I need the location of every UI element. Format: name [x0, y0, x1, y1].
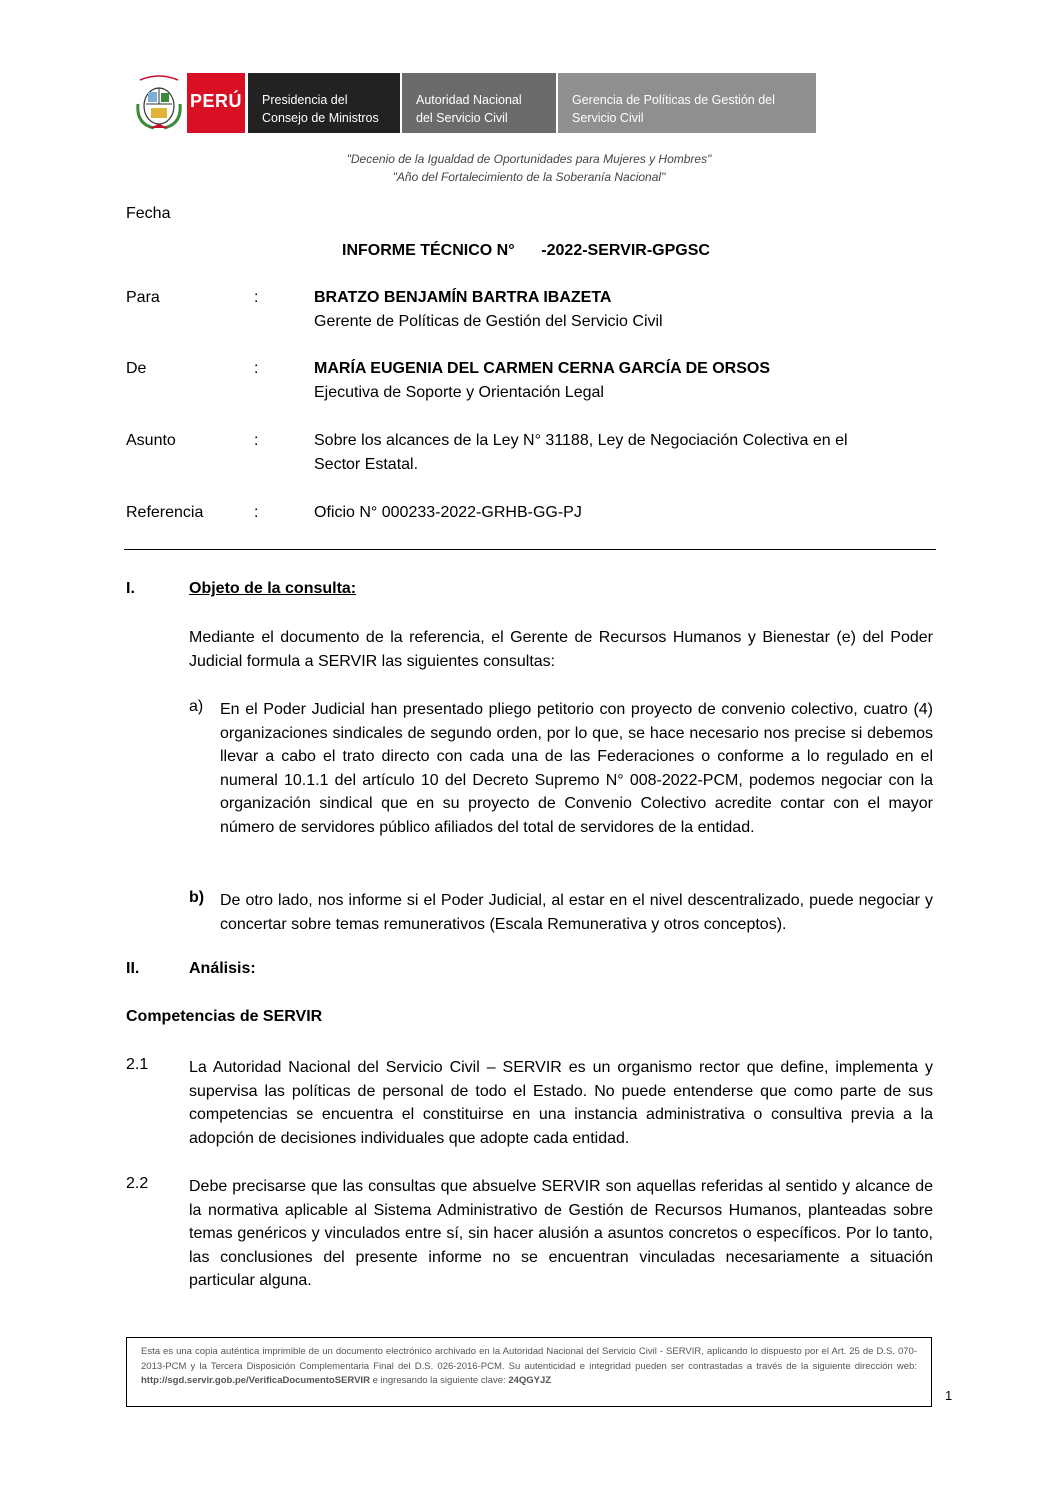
referencia-value: Oficio N° 000233-2022-GRHB-GG-PJ	[314, 504, 582, 521]
paragraph-2-1: La Autoridad Nacional del Servicio Civil – SERVIR es un organismo rector que define, implementa y supervisa las políticas de personal de todo el Estado. No puede entenderse que como parte de sus competencias se encuentra el constituirse en una instancia administrativa o consultiva previa a la adopción de decisiones individuales que adopte cada entidad.	[189, 1059, 933, 1147]
item-number: 2.1	[126, 1056, 149, 1073]
section1-number: I.	[126, 580, 135, 597]
de-label: De	[126, 360, 147, 377]
para-colon: :	[254, 289, 259, 306]
subheading-competencias: Competencias de SERVIR	[126, 1008, 323, 1025]
report-title: INFORME TÉCNICO N° -2022-SERVIR-GPGSC	[342, 242, 710, 259]
section2-number: II.	[126, 960, 140, 977]
para-label: Para	[126, 289, 160, 306]
band-line: Autoridad Nacional	[416, 93, 522, 107]
consulta-a: En el Poder Judicial han presentado pliego petitorio con proyecto de convenio colectivo, cuatro (4) organizaciones sindicales de segundo orden, por lo que, se hace necesario nos precise si debemos llevar a cabo el trato directo con cada una de las Federaciones o conforme a lo regulado en el numeral 10.1.1 del artículo 10 del Decreto Supremo N° 008-2022-PCM, podemos negociar con la organización sindical que en su proyecto de Convenio Colectivo acredite contar con el mayor número de servidores público afiliados del total de servidores de la entidad.	[220, 701, 933, 836]
divider	[124, 549, 936, 550]
verification-key: 24QGYJZ	[508, 1375, 552, 1386]
de-colon: :	[254, 360, 259, 377]
item-marker: a)	[189, 698, 204, 715]
para-role: Gerente de Políticas de Gestión del Servicio Civil	[314, 313, 663, 330]
band-line: Presidencia del	[262, 93, 348, 107]
referencia-label: Referencia	[126, 504, 204, 521]
asunto-line1: Sobre los alcances de la Ley N° 31188, Ley de Negociación Colectiva en el	[314, 432, 848, 449]
referencia-colon: :	[254, 504, 259, 521]
band-line: del Servicio Civil	[416, 111, 508, 125]
header-band-servir	[402, 73, 556, 133]
year-line: "Año del Fortalecimiento de la Soberanía Nacional"	[392, 170, 666, 184]
band-line: Gerencia de Políticas de Gestión del	[572, 93, 775, 107]
page-number: 1	[945, 1388, 953, 1403]
section2-title: Análisis:	[189, 960, 256, 977]
item-number: 2.2	[126, 1175, 149, 1192]
consulta-b: De otro lado, nos informe si el Poder Judicial, al estar en el nivel descentralizado, puede negociar y concertar sobre temas remunerativos (Escala Remunerativa y otros conceptos).	[220, 892, 933, 933]
verification-link[interactable]: http://sgd.servir.gob.pe/VerificaDocumentoSERVIR	[141, 1375, 370, 1386]
asunto-label: Asunto	[126, 432, 176, 449]
band-line: Servicio Civil	[572, 111, 644, 125]
coat-of-arms-icon	[134, 74, 184, 132]
section1-intro: Mediante el documento de la referencia, el Gerente de Recursos Humanos y Bienestar (e) del Poder Judicial formula a SERVIR las siguientes consultas:	[189, 629, 933, 670]
authenticity-notice	[126, 1337, 932, 1407]
notice-text: Esta es una copia auténtica imprimible de un documento electrónico archivado en la Autoridad Nacional del Servicio Civil - SERVIR, aplicando lo dispuesto por el Art. 25 de D.S. 070-2013-PCM y la Tercera Disposición Complementaria Final del D.S. 026-2016-PCM. Su autenticidad e integridad pueden ser contrastadas a través de la siguiente dirección web:	[141, 1346, 917, 1372]
item-marker: b)	[189, 889, 205, 906]
decenio-line: "Decenio de la Igualdad de Oportunidades para Mujeres y Hombres"	[346, 152, 712, 166]
notice-text-middle: e ingresando la siguiente clave:	[369, 1375, 509, 1386]
asunto-line2: Sector Estatal.	[314, 456, 419, 473]
header-band-gerencia	[558, 73, 816, 133]
de-role: Ejecutiva de Soporte y Orientación Legal	[314, 384, 604, 401]
asunto-colon: :	[254, 432, 259, 449]
peru-logo	[187, 73, 245, 133]
band-line: Consejo de Ministros	[262, 111, 379, 125]
paragraph-2-2: Debe precisarse que las consultas que absuelve SERVIR son aquellas referidas al sentido y alcance de la normativa aplicable al Sistema Administrativo de Gestión de Recursos Humanos, planteadas sobre temas genéricos y vinculados entre sí, sin hacer alusión a asuntos concretos o específicos. Por lo tanto, las conclusiones del presente informe no se encuentran vinculadas necesariamente a situación particular alguna.	[189, 1178, 933, 1289]
peru-logo-text: PERÚ	[189, 91, 242, 111]
de-name: MARÍA EUGENIA DEL CARMEN CERNA GARCÍA DE ORSOS	[314, 360, 771, 377]
fecha-label: Fecha	[126, 205, 171, 222]
header-band-pcm	[248, 73, 400, 133]
section1-title: Objeto de la consulta:	[189, 580, 357, 597]
para-name: BRATZO BENJAMÍN BARTRA IBAZETA	[314, 289, 612, 306]
